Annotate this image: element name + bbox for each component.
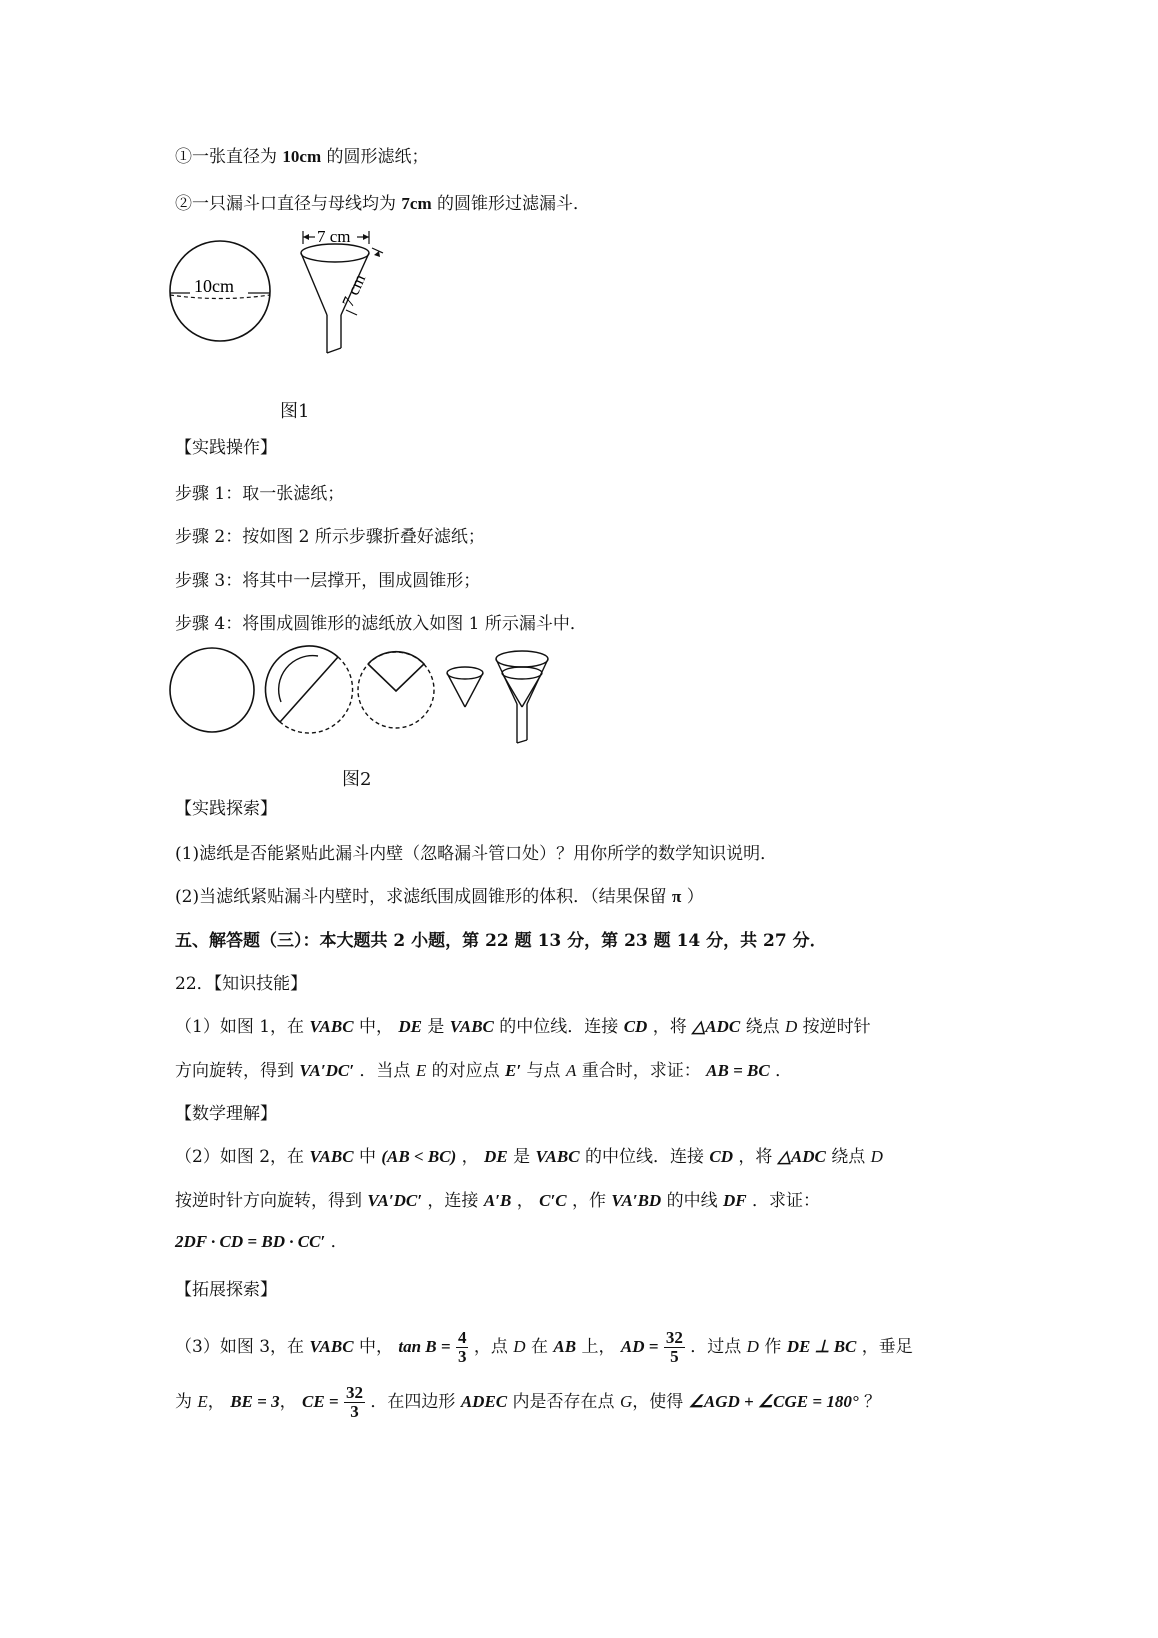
question-1: (1)滤纸是否能紧贴此漏斗内壁（忽略漏斗管口处）？用你所学的数学知识说明． <box>175 844 778 864</box>
section-5-heading: 五、解答题（三）：本大题共 2 小题，第 22 题 13 分，第 23 题 14 分，共 27 分． <box>175 931 827 951</box>
part-2-line-2: 按逆时针方向旋转，得到 VA′DC′ ，连接 A′B ， C′C ，作 VA′BD 的中线 DF ．求证： <box>175 1191 821 1211</box>
figure-2-caption: 图2 <box>342 769 372 790</box>
paper-cone-rim <box>447 667 483 679</box>
part-3-line-2: 为 E， BE = 3， CE = $\frac{32}{3}$ ．在四边形 ADEC 内是否存在点 G，使得 ∠AGD + ∠CGE = 180° ？ <box>175 1383 882 1421</box>
part-1-line-1: （1）如图 1，在 VABC 中， DE 是 VABC 的中位线．连接 CD ，将 △ADC 绕点 D 按逆时针 <box>175 1017 871 1037</box>
question-2: (2)当滤纸紧贴漏斗内壁时，求滤纸围成圆锥形的体积．（结果保留 π ） <box>175 887 704 907</box>
line-funnel: ②一只漏斗口直径与母线均为 7cm 的圆锥形过滤漏斗． <box>175 194 591 214</box>
step-3: 步骤 3：将其中一层撑开，围成圆锥形； <box>175 571 481 591</box>
heading-math-understanding: 【数学理解】 <box>175 1104 277 1124</box>
heading-practice-exploration: 【实践探索】 <box>175 799 277 819</box>
funnel-rim-2 <box>496 651 548 667</box>
line-filter-paper: ①一张直径为 10cm 的圆形滤纸； <box>175 147 429 167</box>
part-3-line-1: （3）如图 3，在 VABC 中， tan B = $\frac{4}{3}$ ，点 D 在 AB 上， AD = $\frac{32}{5}$ ．过点 D 作 DE ⊥ BC ，垂足 <box>175 1328 913 1366</box>
fraction-tanB: $\frac{4}{3}$ <box>457 1328 467 1366</box>
funnel-side-label: 7 cm <box>338 271 370 310</box>
fold-step-quarter <box>368 652 424 691</box>
heading-practice-operation: 【实践操作】 <box>175 438 277 458</box>
part-2-line-3: 2DF · CD = BD · CC′ ． <box>175 1232 348 1252</box>
fraction-CE: $\frac{32}{3}$ <box>346 1383 364 1421</box>
figure-2 <box>160 642 560 752</box>
figure-1 <box>160 222 400 372</box>
fraction-AD: $\frac{32}{5}$ <box>665 1328 683 1366</box>
step-1: 步骤 1：取一张滤纸； <box>175 484 345 504</box>
step-4: 步骤 4：将围成圆锥形的滤纸放入如图 1 所示漏斗中． <box>175 614 587 634</box>
diameter-label: 10cm <box>194 276 234 296</box>
funnel-top-label: 7 cm <box>317 227 351 246</box>
heading-extension: 【拓展探索】 <box>175 1280 277 1300</box>
part-1-line-2: 方向旋转，得到 VA′DC′ ．当点 E 的对应点 E′ 与点 A 重合时，求证： AB = BC ． <box>175 1061 793 1081</box>
question-22: 22．【知识技能】 <box>175 974 308 994</box>
step-2: 步骤 2：按如图 2 所示步骤折叠好滤纸； <box>175 527 485 547</box>
fold-step-circle <box>170 648 254 732</box>
funnel-rim <box>301 244 369 262</box>
part-2-line-1: （2）如图 2，在 VABC 中 (AB < BC) ， DE 是 VABC 的中位线．连接 CD ，将 △ADC 绕点 D <box>175 1147 883 1167</box>
figure-1-caption: 图1 <box>280 401 310 422</box>
